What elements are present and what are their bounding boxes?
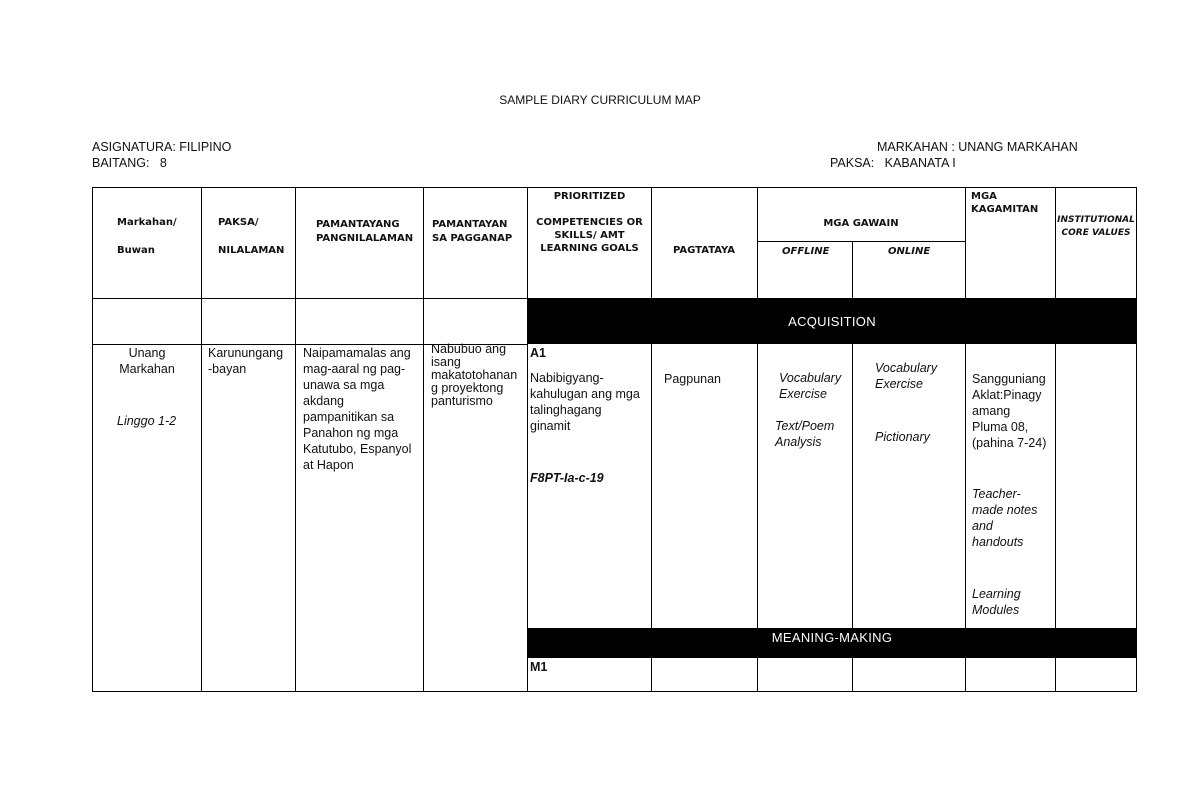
col-rule-6b <box>757 344 758 628</box>
cell-kagamitan-modules: Learning Modules <box>972 587 1021 617</box>
document-title: SAMPLE DIARY CURRICULUM MAP <box>499 93 701 107</box>
baitang-label: BAITANG: 8 <box>92 156 167 170</box>
header-prioritized-competencies: PRIORITIZED COMPETENCIES OR SKILLS/ AMT LEARNING GOALS <box>536 191 643 254</box>
col-rule-8a <box>965 187 966 299</box>
col-rule-7a <box>852 241 853 299</box>
cell-online-vocabulary: Vocabulary Exercise <box>875 361 938 391</box>
col-rule-9c <box>1055 657 1056 692</box>
header-paksa: PAKSA/ NILALAMAN <box>218 217 285 256</box>
cell-kagamitan-notes: Teacher- made notes and handouts <box>972 487 1038 549</box>
cell-kagamitan-aklat: Sangguniang Aklat:Pinagy amang Pluma 08, (pahina 7-24) <box>972 372 1047 450</box>
header-mga-gawain: MGA GAWAIN <box>823 218 899 229</box>
header-markahan: Markahan/ Buwan <box>117 217 177 256</box>
cell-pagtataya: Pagpunan <box>664 372 722 386</box>
header-online: ONLINE <box>888 246 931 257</box>
col-rule-8b <box>965 344 966 628</box>
col-rule-7c <box>852 657 853 692</box>
col-rule-5b <box>651 344 652 628</box>
header-pamantayang-pangnilalaman: PAMANTAYANG PANGNILALAMAN <box>316 219 414 244</box>
cell-markahan: Unang Markahan <box>119 346 175 376</box>
cell-a1-code: F8PT-Ia-c-19 <box>530 471 604 485</box>
header-core-values: INSTITUTIONAL CORE VALUES <box>1057 215 1135 238</box>
col-rule-1 <box>201 187 202 692</box>
paksa-label: PAKSA: KABANATA I <box>830 156 956 170</box>
table-border-left <box>92 187 93 692</box>
table-border-right <box>1136 187 1137 692</box>
col-rule-7b <box>852 344 853 628</box>
header-mga-kagamitan: MGA KAGAMITAN <box>971 191 1039 215</box>
col-rule-6c <box>757 657 758 692</box>
table-border-bottom <box>92 691 1137 692</box>
cell-online-pictionary: Pictionary <box>875 430 930 444</box>
col-rule-4 <box>527 187 528 692</box>
acquisition-band: ACQUISITION <box>527 299 1137 344</box>
col-rule-2 <box>295 187 296 692</box>
col-rule-8c <box>965 657 966 692</box>
markahan-label: MARKAHAN : UNANG MARKAHAN <box>877 140 1078 154</box>
header-pagtataya: PAGTATAYA <box>673 245 736 256</box>
cell-linggo: Linggo 1-2 <box>117 414 177 428</box>
asignatura-label: ASIGNATURA: FILIPINO <box>92 140 232 154</box>
col-rule-6a <box>757 187 758 299</box>
meaning-making-band: MEANING-MAKING <box>527 628 1137 657</box>
col-rule-5c <box>651 657 652 692</box>
meaning-row-rule <box>527 657 1137 658</box>
col-rule-9a <box>1055 187 1056 299</box>
cell-offline-vocabulary: Vocabulary Exercise <box>779 371 842 401</box>
cell-m1-label: M1 <box>530 660 548 674</box>
cell-a1-competency: Nabibigyang- kahulugan ang mga talinghagang ginamit <box>530 371 640 433</box>
cell-pamantayang-pangnilalaman: Naipamamalas ang mag-aaral ng pag- unawa sa mga akdang pampanitikan sa Panahon ng mga Katutubo, Espanyol at Hapon <box>303 346 412 472</box>
table-border-top <box>92 187 1137 188</box>
cell-offline-analysis: Text/Poem Analysis <box>775 419 835 449</box>
header-pamantayan-sa-pagganap: PAMANTAYAN SA PAGGANAP <box>432 219 513 244</box>
header-row-rule <box>92 298 1137 299</box>
cell-paksa: Karunungang -bayan <box>208 346 284 376</box>
col-rule-3 <box>423 187 424 692</box>
col-rule-5a <box>651 187 652 299</box>
gawain-split-rule <box>757 241 965 242</box>
header-offline: OFFLINE <box>782 246 830 257</box>
cell-pamantayan-sa-pagganap: Nabubuo ang isang makatotohanan g proyektong panturismo <box>431 342 518 408</box>
col-rule-9b <box>1055 344 1056 628</box>
cell-a1-label: A1 <box>530 346 546 360</box>
